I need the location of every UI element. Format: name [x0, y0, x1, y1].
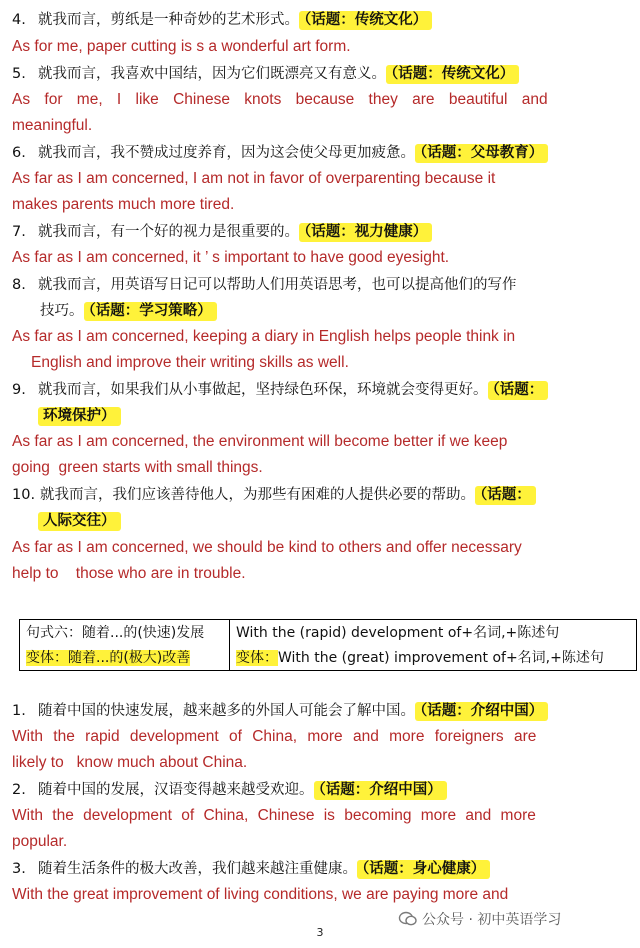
item-8-chinese-line1 [12, 272, 640, 298]
topic-tag: （话题：介绍中国） [314, 781, 447, 800]
item-10-chinese-line2 [38, 508, 640, 534]
itemb-1-english-line2: likely to know much about China. [12, 754, 248, 771]
item-number: 3. [12, 861, 26, 877]
item-9-chinese-line2 [38, 403, 640, 429]
itemb-2-chinese [12, 777, 640, 803]
item-4-english: As for me, paper cutting is s a wonderful art form. [12, 38, 351, 55]
topic-tag-cont: 环境保护） [38, 407, 121, 426]
itemb-2-english-line1: With the development of China, Chinese is becoming more and more [12, 807, 536, 824]
item-number: 10. [12, 487, 36, 503]
item-6-english-line2: makes parents much more tired. [12, 196, 235, 213]
variant-cn [20, 645, 230, 670]
item-10-english-line2: help to those who are in trouble. [12, 565, 246, 582]
item-number: 4. [12, 12, 26, 28]
itemb-1-chinese [12, 698, 640, 724]
item-5-english-line2: meaningful. [12, 117, 93, 134]
itemb-1-english-line1: With the rapid development of China, more and more foreigners are [12, 728, 537, 745]
watermark-text: 公众号 · 初中英语学习 [422, 912, 562, 928]
chinese-sentence: 就我而言，我不赞成过度养育，因为这会使父母更加疲惫。 [38, 145, 415, 161]
item-9-english-line1: As far as I am concerned, the environment will become better if we keep [12, 433, 508, 450]
chinese-sentence: 就我而言，我们应该善待他人，为那些有困难的人提供必要的帮助。 [40, 487, 475, 503]
item-number: 2. [12, 782, 26, 798]
pattern-cn: 句式六：随着...的(快速)发展 [20, 620, 230, 645]
itemb-2-english-line2: popular. [12, 833, 68, 850]
wechat-logo-icon [398, 911, 418, 927]
chinese-sentence: 就我而言，有一个好的视力是很重要的。 [38, 224, 299, 240]
item-number: 9. [12, 382, 26, 398]
item-number: 1. [12, 703, 26, 719]
item-10-chinese-line1 [12, 482, 640, 508]
variant-cn-text: 变体：随着...的(极大)改善 [26, 650, 191, 666]
item-7-english: As far as I am concerned, it ’ s important to have good eyesight. [12, 249, 450, 266]
item-8-english-line1: As far as I am concerned, keeping a diary in English helps people think in [12, 328, 516, 345]
item-8-english-line2: English and improve their writing skills as well. [31, 354, 349, 371]
topic-tag-cont: 人际交往） [38, 512, 121, 531]
itemb-3-english-line1: With the great improvement of living conditions, we are paying more and [12, 886, 509, 903]
item-9-english-line2: going green starts with small things. [12, 459, 263, 476]
item-number: 8. [12, 277, 26, 293]
chinese-sentence: 就我而言，剪纸是一种奇妙的艺术形式。 [38, 12, 299, 28]
chinese-sentence: 随着中国的发展，汉语变得越来越受欢迎。 [38, 782, 314, 798]
variant-label: 变体： [236, 650, 278, 666]
item-4-chinese [12, 7, 640, 33]
chinese-sentence: 就我而言，我喜欢中国结，因为它们既漂亮又有意义。 [38, 66, 386, 82]
pattern-en: With the (rapid) development of+名词,+陈述句 [236, 625, 560, 641]
topic-tag: （话题：介绍中国） [415, 702, 548, 721]
item-7-chinese [12, 219, 640, 245]
item-9-chinese-line1 [12, 377, 640, 403]
item-5-chinese [12, 61, 640, 87]
variant-en [230, 645, 636, 670]
item-number: 5. [12, 66, 26, 82]
variant-en-text: With the (great) improvement of+名词,+陈述句 [278, 650, 604, 666]
chinese-sentence: 就我而言，用英语写日记可以帮助人们用英语思考，也可以提高他们的写作 [38, 277, 517, 293]
topic-tag: （话题： [488, 381, 549, 400]
item-8-chinese-line2 [40, 298, 640, 324]
item-number: 7. [12, 224, 26, 240]
chinese-sentence: 就我而言，如果我们从小事做起，坚持绿色环保，环境就会变得更好。 [38, 382, 488, 398]
item-number: 6. [12, 145, 26, 161]
item-10-english-line1: As far as I am concerned, we should be kind to others and offer necessary [12, 539, 522, 556]
topic-tag: （话题：学习策略） [84, 302, 217, 321]
itemb-3-chinese [12, 856, 640, 882]
topic-tag: （话题：视力健康） [299, 223, 432, 242]
topic-tag: （话题：传统文化） [386, 65, 519, 84]
chinese-sentence-cont: 技巧。 [40, 303, 84, 319]
chinese-sentence: 随着生活条件的极大改善，我们越来越注重健康。 [38, 861, 357, 877]
chinese-sentence: 随着中国的快速发展，越来越多的外国人可能会了解中国。 [38, 703, 415, 719]
topic-tag: （话题：身心健康） [357, 860, 490, 879]
page-number: 3 [316, 926, 324, 939]
item-6-english-line1: As far as I am concerned, I am not in favor of overparenting because it [12, 170, 496, 187]
item-5-english-line1: As for me, I like Chinese knots because they are beautiful and [12, 91, 548, 108]
topic-tag: （话题：传统文化） [299, 11, 432, 30]
topic-tag: （话题： [475, 486, 536, 505]
sentence-pattern-table [19, 619, 637, 671]
topic-tag: （话题：父母教育） [415, 144, 548, 163]
item-6-chinese [12, 140, 640, 166]
